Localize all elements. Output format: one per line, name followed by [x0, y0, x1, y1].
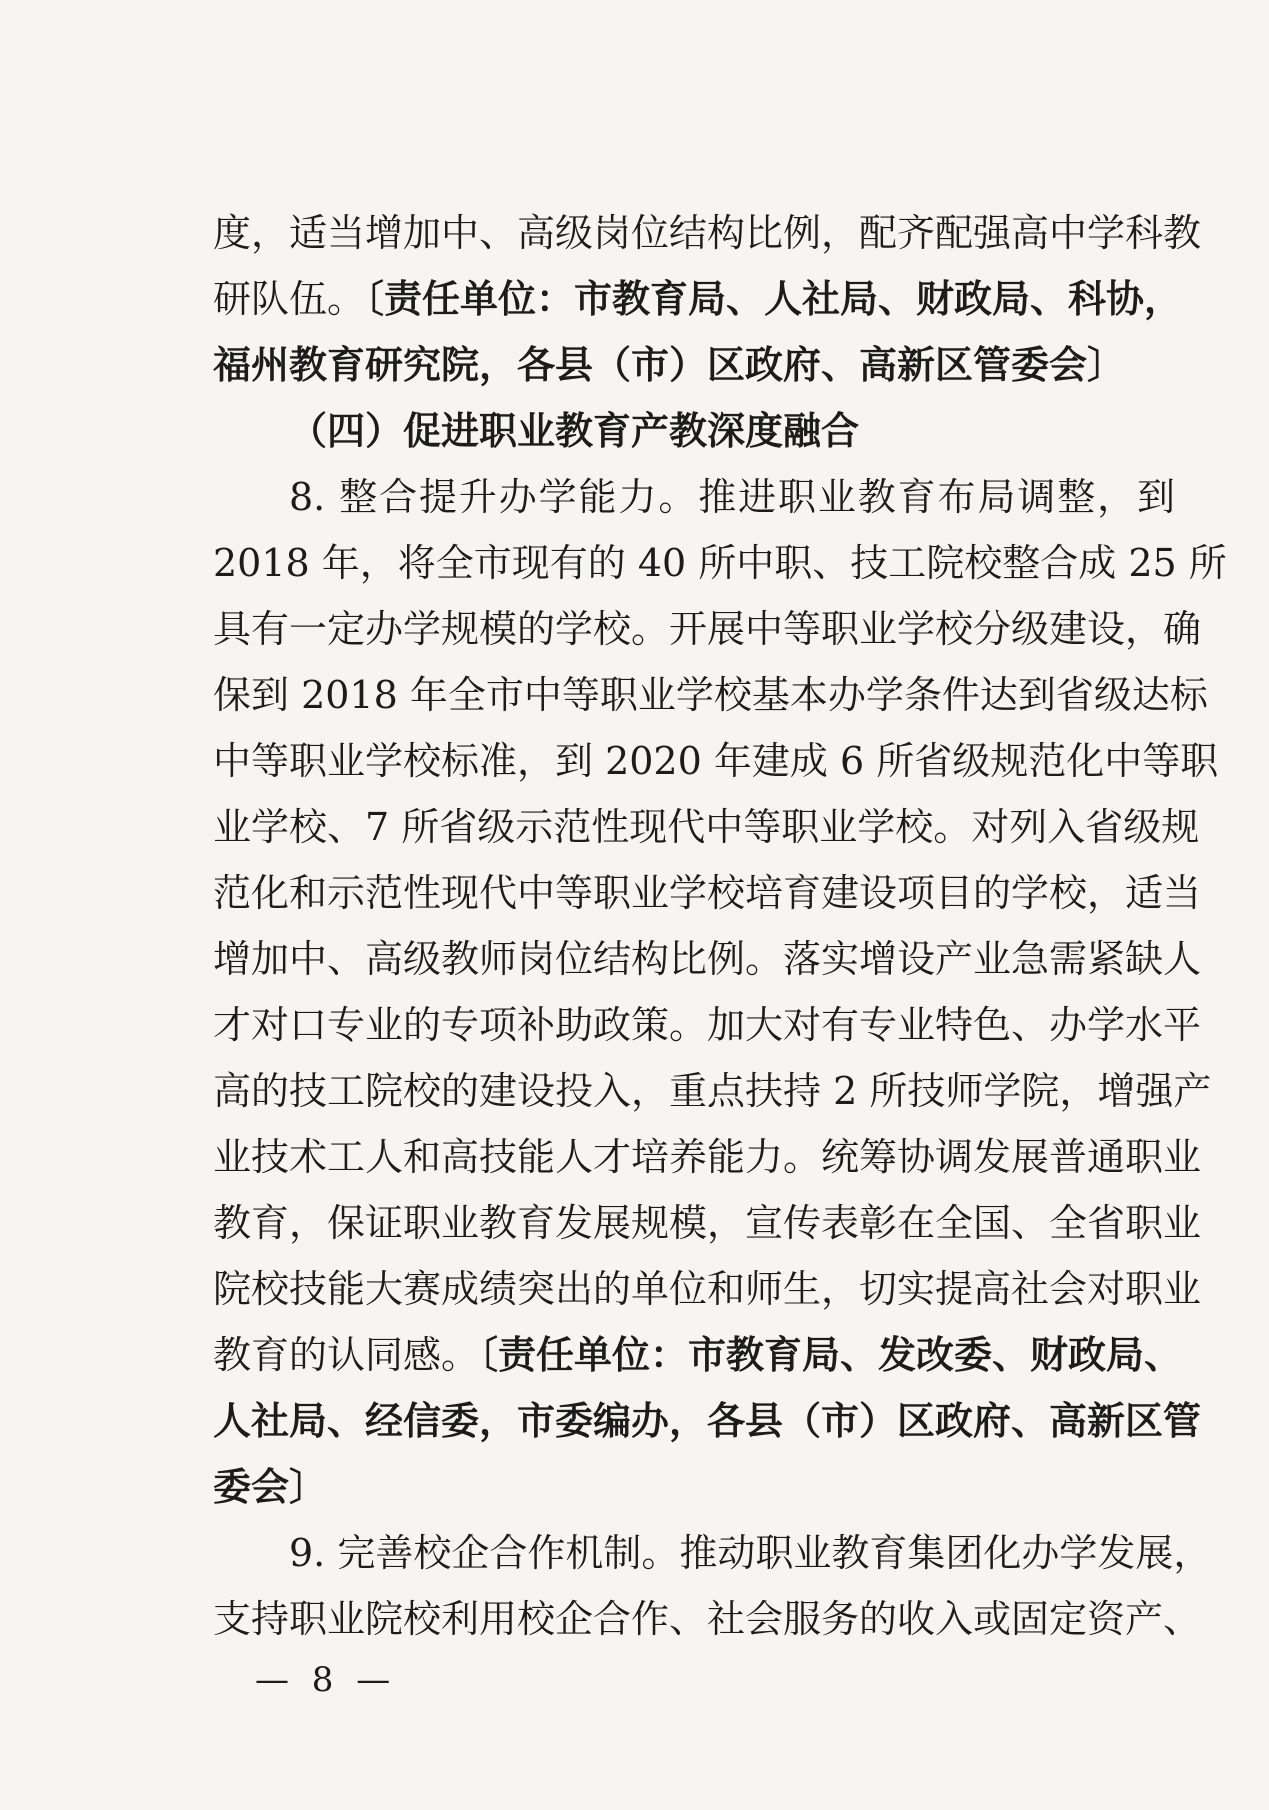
text-line: 2018 年，将全市现有的 40 所中职、技工院校整合成 25 所: [213, 541, 1227, 585]
text-line: 委会〕: [213, 1464, 328, 1509]
text-line: 保到 2018 年全市中等职业学校基本办学条件达到省级达标: [213, 673, 1208, 717]
text-line: 院校技能大赛成绩突出的单位和师生，切实提高社会对职业: [213, 1267, 1202, 1311]
text-line: 9. 完善校企合作机制。推动职业教育集团化办学发展，: [289, 1531, 1212, 1575]
text-line: 中等职业学校标准，到 2020 年建成 6 所省级规范化中等职: [213, 739, 1219, 783]
text-line: 教育的认同感。〔责任单位：市教育局、发改委、财政局、: [213, 1332, 1183, 1377]
text-line: 范化和示范性现代中等职业学校培育建设项目的学校，适当: [213, 871, 1202, 915]
text-line: 增加中、高级教师岗位结构比例。落实增设产业急需紧缺人: [213, 937, 1202, 981]
text-line: 支持职业院校利用校企合作、社会服务的收入或固定资产、: [213, 1597, 1202, 1641]
text-line: 福州教育研究院，各县（市）区政府、高新区管委会〕: [213, 342, 1126, 387]
document-body: [213, 200, 1227, 1652]
text-line: 研队伍。〔责任单位：市教育局、人社局、财政局、科协，: [213, 276, 1183, 321]
text-line: 业学校、7 所省级示范性现代中等职业学校。对列入省级规: [213, 805, 1200, 849]
text-line: 高的技工院校的建设投入，重点扶持 2 所技师学院，增强产: [213, 1069, 1212, 1113]
text-line: 8. 整合提升办学能力。推进职业教育布局调整，到: [289, 475, 1175, 519]
text-line: 人社局、经信委，市委编办，各县（市）区政府、高新区管: [213, 1398, 1202, 1443]
text-line: 教育，保证职业教育发展规模，宣传表彰在全国、全省职业: [213, 1201, 1202, 1245]
text-line: 具有一定办学规模的学校。开展中等职业学校分级建设，确: [213, 607, 1202, 651]
text-line: 度，适当增加中、高级岗位结构比例，配齐配强高中学科教: [213, 211, 1202, 255]
page-number: — 8 —: [255, 1660, 397, 1700]
text-line: 才对口专业的专项补助政策。加大对有专业特色、办学水平: [213, 1003, 1202, 1047]
text-line: 业技术工人和高技能人才培养能力。统筹协调发展普通职业: [213, 1135, 1202, 1179]
text-line: （四）促进职业教育产教深度融合: [289, 408, 860, 453]
